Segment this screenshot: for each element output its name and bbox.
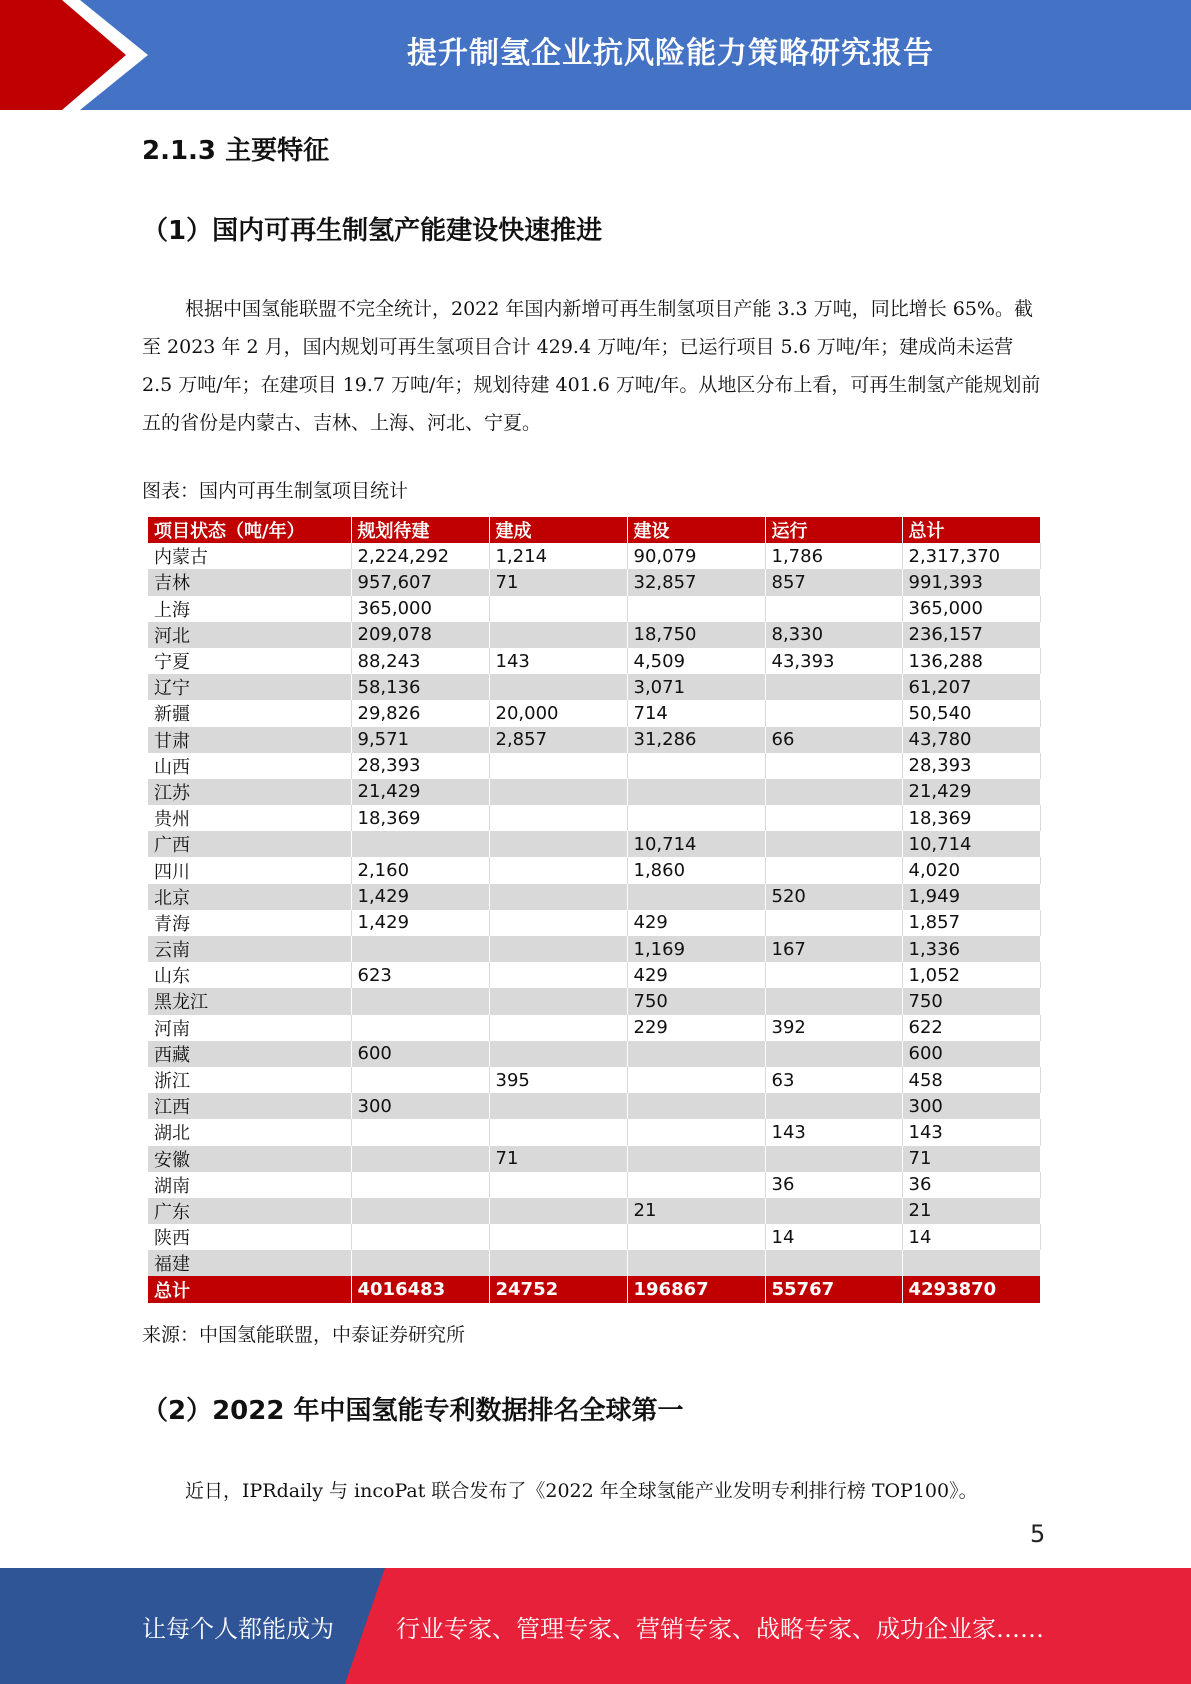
province-cell: 福建 xyxy=(148,1250,351,1276)
table-row xyxy=(148,1067,1040,1093)
value-cell: 1,214 xyxy=(489,543,627,569)
report-title: 提升制氢企业抗风险能力策略研究报告 xyxy=(407,36,934,71)
value-cell: 28,393 xyxy=(351,753,489,779)
value-cell xyxy=(489,622,627,648)
province-cell: 青海 xyxy=(148,910,351,936)
value-cell: 18,369 xyxy=(902,805,1040,831)
value-cell xyxy=(351,1146,489,1172)
header-cell: 项目状态（吨/年） xyxy=(148,517,351,543)
value-cell: 957,607 xyxy=(351,569,489,595)
value-cell: 622 xyxy=(902,1015,1040,1041)
value-cell: 63 xyxy=(765,1067,902,1093)
value-cell: 2,224,292 xyxy=(351,543,489,569)
value-cell xyxy=(765,988,902,1014)
value-cell: 143 xyxy=(902,1119,1040,1145)
value-cell xyxy=(489,674,627,700)
total-cell: 总计 xyxy=(148,1276,351,1302)
province-cell: 吉林 xyxy=(148,569,351,595)
value-cell: 21,429 xyxy=(902,779,1040,805)
value-cell: 21 xyxy=(902,1198,1040,1224)
table-row xyxy=(148,910,1040,936)
value-cell xyxy=(765,700,902,726)
value-cell xyxy=(627,884,765,910)
value-cell: 58,136 xyxy=(351,674,489,700)
value-cell xyxy=(351,988,489,1014)
table-total-row xyxy=(148,1276,1040,1302)
table-header-row xyxy=(148,517,1040,543)
footer-slogan-left: 让每个人都能成为 xyxy=(142,1614,334,1643)
value-cell: 714 xyxy=(627,700,765,726)
value-cell xyxy=(765,857,902,883)
value-cell: 429 xyxy=(627,962,765,988)
table-row xyxy=(148,831,1040,857)
value-cell xyxy=(627,1146,765,1172)
value-cell xyxy=(351,831,489,857)
value-cell xyxy=(489,805,627,831)
value-cell: 1,429 xyxy=(351,884,489,910)
value-cell xyxy=(627,1250,765,1276)
value-cell xyxy=(627,1119,765,1145)
province-cell: 北京 xyxy=(148,884,351,910)
table-row xyxy=(148,857,1040,883)
value-cell xyxy=(627,1067,765,1093)
value-cell: 143 xyxy=(765,1119,902,1145)
value-cell xyxy=(351,1067,489,1093)
value-cell xyxy=(627,779,765,805)
table-row xyxy=(148,1119,1040,1145)
table-row xyxy=(148,805,1040,831)
value-cell: 1,949 xyxy=(902,884,1040,910)
value-cell: 395 xyxy=(489,1067,627,1093)
province-cell: 河南 xyxy=(148,1015,351,1041)
value-cell: 21 xyxy=(627,1198,765,1224)
province-cell: 甘肃 xyxy=(148,727,351,753)
table-row xyxy=(148,753,1040,779)
header-cell: 建成 xyxy=(489,517,627,543)
value-cell: 9,571 xyxy=(351,727,489,753)
value-cell xyxy=(351,1224,489,1250)
value-cell: 429 xyxy=(627,910,765,936)
header-cell: 总计 xyxy=(902,517,1040,543)
table-row xyxy=(148,1224,1040,1250)
value-cell xyxy=(489,1250,627,1276)
value-cell xyxy=(489,1172,627,1198)
table-caption: 图表：国内可再生制氢项目统计 xyxy=(142,480,409,502)
table-row xyxy=(148,988,1040,1014)
value-cell: 36 xyxy=(902,1172,1040,1198)
value-cell: 10,714 xyxy=(902,831,1040,857)
value-cell: 520 xyxy=(765,884,902,910)
table-row xyxy=(148,596,1040,622)
value-cell xyxy=(765,753,902,779)
value-cell xyxy=(489,1224,627,1250)
value-cell xyxy=(351,1119,489,1145)
value-cell xyxy=(627,1224,765,1250)
value-cell: 31,286 xyxy=(627,727,765,753)
province-cell: 江西 xyxy=(148,1093,351,1119)
value-cell xyxy=(765,1250,902,1276)
value-cell: 3,071 xyxy=(627,674,765,700)
province-cell: 河北 xyxy=(148,622,351,648)
header-cell: 运行 xyxy=(765,517,902,543)
value-cell xyxy=(489,1093,627,1119)
table-row xyxy=(148,1146,1040,1172)
value-cell xyxy=(351,1172,489,1198)
value-cell: 365,000 xyxy=(902,596,1040,622)
value-cell: 365,000 xyxy=(351,596,489,622)
value-cell xyxy=(765,779,902,805)
value-cell xyxy=(765,831,902,857)
value-cell: 1,857 xyxy=(902,910,1040,936)
value-cell: 28,393 xyxy=(902,753,1040,779)
value-cell: 71 xyxy=(489,1146,627,1172)
paragraph-1: 根据中国氢能联盟不完全统计，2022 年国内新增可再生制氢项目产能 3.3 万吨，同比增长 65%。截至 2023 年 2 月，国内规划可再生氢项目合计 429.4 万吨/年；已运行项目 5.6 万吨/年；建成尚未运营 2.5 万吨/年；在建项目 19.7 万吨/年；规划待建 401.6 万吨/年。从地区分布上看，可再生制氢产能规划前五的省份是内蒙古、吉林、上海、河北、宁夏。 xyxy=(142,298,1041,434)
value-cell xyxy=(765,596,902,622)
total-cell: 4293870 xyxy=(902,1276,1040,1302)
value-cell xyxy=(489,962,627,988)
value-cell: 167 xyxy=(765,936,902,962)
value-cell: 1,429 xyxy=(351,910,489,936)
value-cell xyxy=(627,805,765,831)
value-cell xyxy=(489,831,627,857)
value-cell xyxy=(489,988,627,1014)
value-cell: 10,714 xyxy=(627,831,765,857)
value-cell: 750 xyxy=(902,988,1040,1014)
province-cell: 江苏 xyxy=(148,779,351,805)
table-row xyxy=(148,1250,1040,1276)
province-cell: 四川 xyxy=(148,857,351,883)
table-row xyxy=(148,1172,1040,1198)
value-cell: 71 xyxy=(489,569,627,595)
value-cell xyxy=(351,1198,489,1224)
province-cell: 山西 xyxy=(148,753,351,779)
paragraph-2: 近日，IPRdaily 与 incoPat 联合发布了《2022 年全球氢能产业发明专利排行榜 TOP100》。 xyxy=(185,1480,978,1502)
value-cell: 300 xyxy=(902,1093,1040,1119)
value-cell xyxy=(489,779,627,805)
value-cell: 458 xyxy=(902,1067,1040,1093)
value-cell: 2,160 xyxy=(351,857,489,883)
table-row xyxy=(148,543,1040,569)
section-heading: 2.1.3 主要特征 xyxy=(142,136,330,166)
value-cell xyxy=(489,753,627,779)
province-cell: 内蒙古 xyxy=(148,543,351,569)
subheading-2: （2）2022 年中国氢能专利数据排名全球第一 xyxy=(142,1396,684,1426)
value-cell: 21,429 xyxy=(351,779,489,805)
value-cell xyxy=(902,1250,1040,1276)
table-source: 来源：中国氢能联盟，中泰证券研究所 xyxy=(142,1324,466,1346)
value-cell: 8,330 xyxy=(765,622,902,648)
value-cell: 20,000 xyxy=(489,700,627,726)
value-cell xyxy=(765,674,902,700)
value-cell xyxy=(489,1198,627,1224)
value-cell: 14 xyxy=(765,1224,902,1250)
province-cell: 新疆 xyxy=(148,700,351,726)
province-cell: 云南 xyxy=(148,936,351,962)
value-cell: 136,288 xyxy=(902,648,1040,674)
table-row xyxy=(148,622,1040,648)
value-cell: 857 xyxy=(765,569,902,595)
value-cell: 229 xyxy=(627,1015,765,1041)
value-cell xyxy=(627,1041,765,1067)
hydrogen-project-table xyxy=(148,517,1040,1303)
value-cell: 600 xyxy=(902,1041,1040,1067)
value-cell xyxy=(765,805,902,831)
province-cell: 湖北 xyxy=(148,1119,351,1145)
value-cell: 1,860 xyxy=(627,857,765,883)
value-cell: 600 xyxy=(351,1041,489,1067)
value-cell: 2,317,370 xyxy=(902,543,1040,569)
value-cell: 2,857 xyxy=(489,727,627,753)
province-cell: 黑龙江 xyxy=(148,988,351,1014)
table-row xyxy=(148,1198,1040,1224)
value-cell: 143 xyxy=(489,648,627,674)
value-cell xyxy=(489,1119,627,1145)
province-cell: 贵州 xyxy=(148,805,351,831)
value-cell xyxy=(351,936,489,962)
province-cell: 安徽 xyxy=(148,1146,351,1172)
red-chevron-icon xyxy=(0,0,150,110)
value-cell xyxy=(765,1198,902,1224)
table-row xyxy=(148,700,1040,726)
value-cell xyxy=(489,884,627,910)
header-cell: 建设 xyxy=(627,517,765,543)
value-cell xyxy=(489,910,627,936)
header-banner xyxy=(0,0,1191,110)
value-cell xyxy=(627,1172,765,1198)
province-cell: 广西 xyxy=(148,831,351,857)
value-cell: 61,207 xyxy=(902,674,1040,700)
table-row xyxy=(148,648,1040,674)
total-cell: 24752 xyxy=(489,1276,627,1302)
value-cell xyxy=(351,1015,489,1041)
table-row xyxy=(148,1041,1040,1067)
table-row xyxy=(148,884,1040,910)
value-cell xyxy=(765,910,902,936)
province-cell: 广东 xyxy=(148,1198,351,1224)
province-cell: 辽宁 xyxy=(148,674,351,700)
value-cell: 991,393 xyxy=(902,569,1040,595)
footer-slogan-right: 行业专家、管理专家、营销专家、战略专家、成功企业家…… xyxy=(396,1614,1044,1643)
table-row xyxy=(148,936,1040,962)
value-cell: 43,780 xyxy=(902,727,1040,753)
total-cell: 4016483 xyxy=(351,1276,489,1302)
value-cell: 209,078 xyxy=(351,622,489,648)
value-cell xyxy=(489,1015,627,1041)
page-number: 5 xyxy=(1030,1520,1046,1548)
value-cell xyxy=(351,1250,489,1276)
subheading-1: （1）国内可再生制氢产能建设快速推进 xyxy=(142,216,603,246)
value-cell: 4,020 xyxy=(902,857,1040,883)
value-cell xyxy=(765,1146,902,1172)
table-row xyxy=(148,1093,1040,1119)
value-cell: 4,509 xyxy=(627,648,765,674)
table-row xyxy=(148,1015,1040,1041)
total-cell: 55767 xyxy=(765,1276,902,1302)
province-cell: 西藏 xyxy=(148,1041,351,1067)
value-cell: 43,393 xyxy=(765,648,902,674)
province-cell: 山东 xyxy=(148,962,351,988)
province-cell: 上海 xyxy=(148,596,351,622)
value-cell xyxy=(765,962,902,988)
table-row xyxy=(148,569,1040,595)
value-cell: 71 xyxy=(902,1146,1040,1172)
value-cell: 90,079 xyxy=(627,543,765,569)
value-cell: 50,540 xyxy=(902,700,1040,726)
value-cell xyxy=(627,1093,765,1119)
value-cell: 1,786 xyxy=(765,543,902,569)
value-cell: 236,157 xyxy=(902,622,1040,648)
province-cell: 宁夏 xyxy=(148,648,351,674)
value-cell: 750 xyxy=(627,988,765,1014)
value-cell: 32,857 xyxy=(627,569,765,595)
value-cell: 14 xyxy=(902,1224,1040,1250)
value-cell: 623 xyxy=(351,962,489,988)
province-cell: 湖南 xyxy=(148,1172,351,1198)
value-cell xyxy=(627,596,765,622)
value-cell xyxy=(765,1093,902,1119)
value-cell xyxy=(627,753,765,779)
value-cell xyxy=(489,936,627,962)
table-row xyxy=(148,962,1040,988)
footer-banner xyxy=(0,1568,1191,1684)
table-row xyxy=(148,779,1040,805)
value-cell: 1,052 xyxy=(902,962,1040,988)
value-cell xyxy=(765,1041,902,1067)
total-cell: 196867 xyxy=(627,1276,765,1302)
value-cell: 18,369 xyxy=(351,805,489,831)
value-cell xyxy=(489,596,627,622)
value-cell: 88,243 xyxy=(351,648,489,674)
table-row xyxy=(148,727,1040,753)
table-row xyxy=(148,674,1040,700)
value-cell: 1,336 xyxy=(902,936,1040,962)
province-cell: 陕西 xyxy=(148,1224,351,1250)
header-cell: 规划待建 xyxy=(351,517,489,543)
value-cell xyxy=(489,1041,627,1067)
value-cell: 29,826 xyxy=(351,700,489,726)
value-cell: 1,169 xyxy=(627,936,765,962)
value-cell xyxy=(489,857,627,883)
value-cell: 18,750 xyxy=(627,622,765,648)
value-cell: 392 xyxy=(765,1015,902,1041)
value-cell: 300 xyxy=(351,1093,489,1119)
value-cell: 36 xyxy=(765,1172,902,1198)
value-cell: 66 xyxy=(765,727,902,753)
province-cell: 浙江 xyxy=(148,1067,351,1093)
